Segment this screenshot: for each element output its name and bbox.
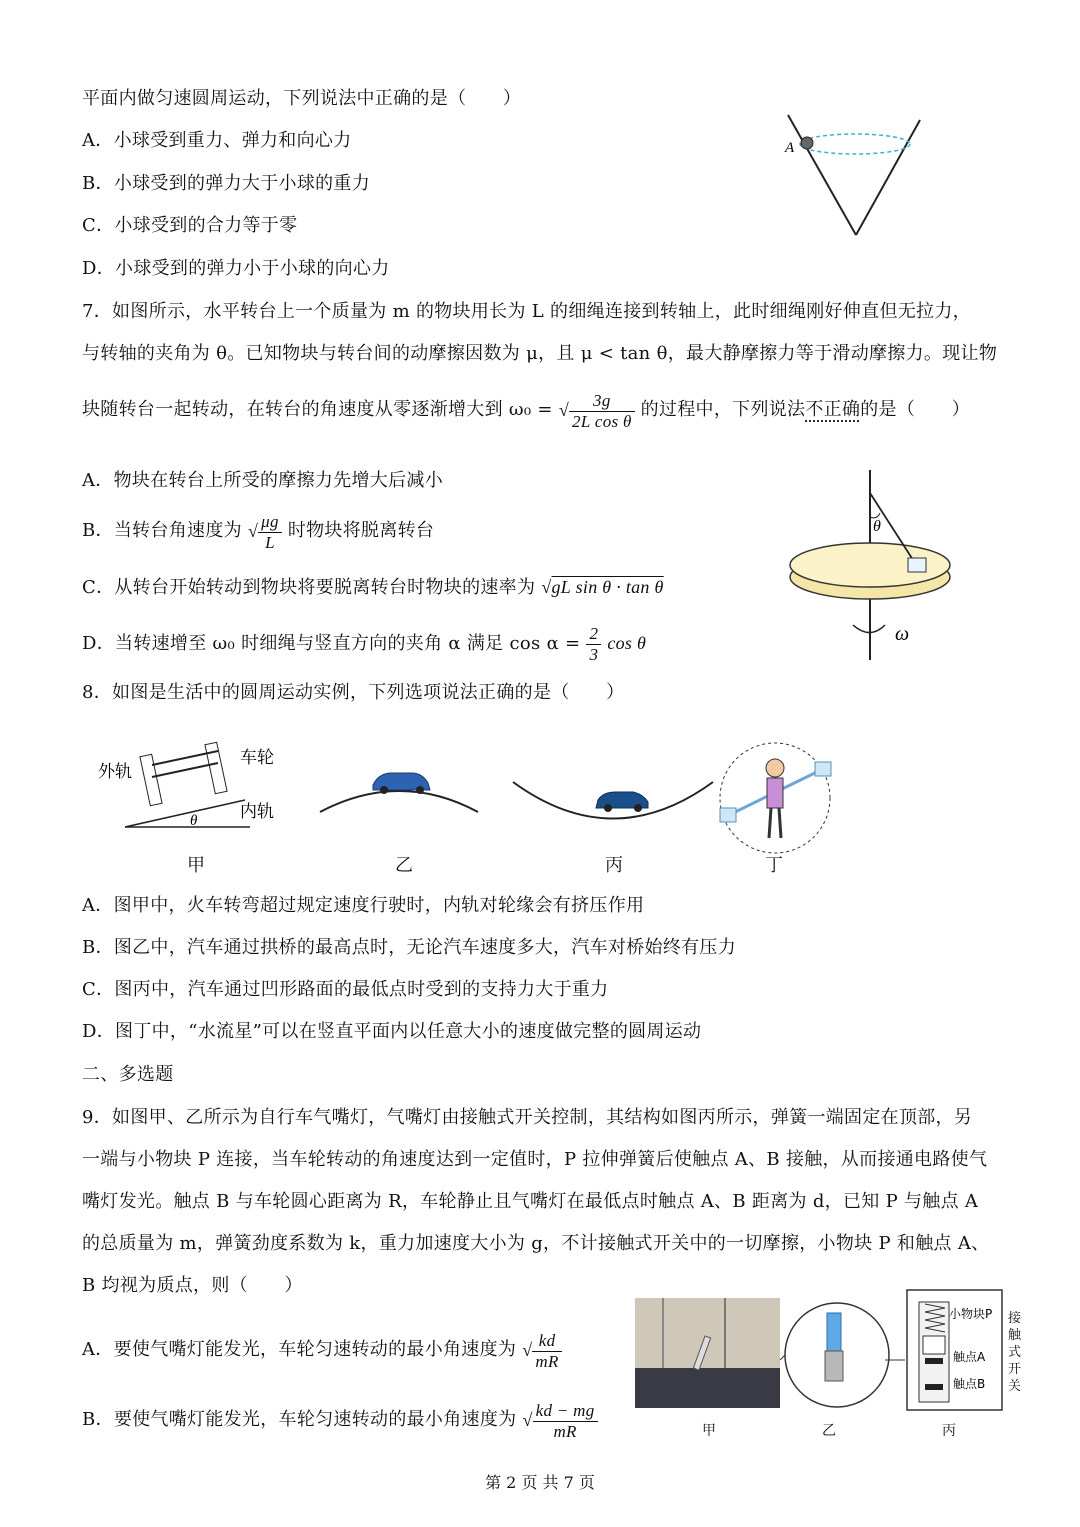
axle-lower [152, 763, 218, 777]
q8-caption-jia: 甲 [187, 855, 206, 876]
inner-wheel [205, 742, 227, 793]
q9-b-num: kd − mg [533, 1401, 598, 1422]
q9-option-b [82, 1395, 598, 1445]
q7-line2: 与转轴的夹角为 θ。已知物块与转台间的动摩擦因数为 μ，且 μ < tan θ，最大静摩擦力等于滑动摩擦力。现让物 [82, 343, 998, 364]
label-outer-rail: 外轨 [98, 762, 132, 782]
q7-option-d [82, 620, 646, 667]
q8-option-b: B．图乙中，汽车通过拱桥的最高点时，无论汽车速度多大，汽车对桥始终有压力 [82, 937, 737, 958]
q7-b-den: L [265, 533, 275, 553]
outer-wheel [140, 754, 162, 805]
label-contact-a: 触点A [953, 1350, 986, 1364]
q8-option-d: D．图丁中，“水流星”可以在竖直平面内以任意大小的速度做完整的圆周运动 [82, 1021, 702, 1042]
q7-frac-num: 3g [569, 391, 635, 412]
label-inner-rail: 内轨 [240, 802, 274, 822]
incline-line [125, 800, 245, 827]
q9-option-a-formula: √ $\frac{kd}{mR}$ [522, 1325, 561, 1375]
q7-option-b [82, 508, 434, 554]
ball [801, 137, 813, 149]
block [908, 558, 926, 572]
q9-line5: B 均视为质点，则（ ） [82, 1275, 303, 1296]
contact-b [925, 1384, 943, 1390]
valve-body [825, 1351, 843, 1381]
q9-a-num: kd [532, 1331, 561, 1352]
q7-option-d-frac [586, 624, 601, 665]
q7-line3 [82, 385, 970, 435]
q7-b-num: μg [258, 512, 282, 533]
q7-line3-post: 的过程中，下列说法 [640, 399, 806, 420]
water-cup-right [815, 762, 831, 776]
q7-option-b-formula: √ $\frac{\mu g}{L}$ [248, 508, 282, 554]
q7-option-b-pre: B．当转台角速度为 [82, 520, 242, 541]
q9-line4: 的总质量为 m，弹簧劲度系数为 k，重力加速度大小为 g，不计接触式开关中的一切摩擦，小物块 P 和触点 A、 [82, 1233, 990, 1254]
label-contact-switch: 接触式开关 [1008, 1311, 1022, 1394]
q7-line1: 7．如图所示，水平转台上一个质量为 m 的物块用长为 L 的细绳连接到转轴上，此时细绳刚好伸直但无拉力， [82, 301, 971, 322]
q7-d-den: 3 [589, 644, 599, 664]
q9-option-a [82, 1325, 562, 1375]
q9-caption-jia: 甲 [702, 1423, 717, 1439]
q8-fig-ding [715, 738, 835, 858]
q9-caption-bing: 丙 [942, 1423, 957, 1439]
q6-option-b: B．小球受到的弹力大于小球的重力 [82, 173, 371, 194]
label-block-p: 小物块P [949, 1307, 993, 1321]
car-wheel-front [380, 786, 388, 794]
arch-bridge [320, 791, 478, 812]
q8-stem: 8．如图是生活中的圆周运动实例，下列选项说法正确的是（ ） [82, 682, 625, 703]
q8-caption-bing: 丙 [605, 855, 624, 876]
girl-body [767, 778, 783, 808]
label-wheel: 车轮 [240, 748, 274, 768]
q8-fig-bing [508, 760, 718, 830]
q8-caption-yi: 乙 [395, 855, 414, 876]
q9-line2: 一端与小物块 P 连接，当车轮转动的角速度达到一定值时，P 拉伸弹簧后使触点 A、B 接触，从而接通电路使气 [82, 1149, 988, 1170]
wheel-rim [635, 1368, 780, 1408]
section-heading: 二、多选题 [82, 1064, 174, 1085]
q7-option-d-pre: D．当转速增至 ω₀ 时细绳与竖直方向的夹角 α 满足 cos α = [82, 633, 581, 654]
q9-option-a-pre: A．要使气嘴灯能发光，车轮匀速转动的最小角速度为 [82, 1339, 517, 1360]
q9-caption-yi: 乙 [822, 1423, 837, 1439]
q7-option-b-post: 时物块将脱离转台 [287, 520, 435, 541]
q8-caption-ding: 丁 [765, 855, 784, 876]
water-cup-left [720, 808, 736, 822]
q8-option-a: A．图甲中，火车转弯超过规定速度行驶时，内轨对轮缘会有挤压作用 [82, 895, 645, 916]
q6-cone-figure [780, 110, 930, 245]
q9-option-b-formula: √ $\frac{kd - mg}{mR}$ [522, 1395, 597, 1445]
q9-b-den: mR [553, 1422, 577, 1442]
q7-omega0-formula: √ $\frac{3g}{\text{2L cos θ}}$ [559, 385, 635, 435]
q6-stem-tail: 平面内做匀速圆周运动，下列说法中正确的是（ ） [82, 88, 522, 109]
car-wheel-front [604, 804, 612, 812]
q7-d-num: 2 [586, 624, 601, 645]
q9-fig-yi-zoom [780, 1298, 905, 1413]
theta-label: θ [873, 518, 881, 535]
cone-left-wall [788, 115, 856, 235]
ball-label: A [785, 140, 795, 156]
orbit-path [800, 134, 910, 154]
q7-option-c [82, 576, 664, 599]
q8-fig-jia [90, 725, 290, 835]
q8-fig-yi [318, 760, 483, 820]
q9-a-den: mR [535, 1352, 559, 1372]
cone-right-wall [856, 120, 920, 235]
girl-head [766, 759, 784, 777]
girl-leg-right [779, 808, 781, 838]
girl-leg-left [769, 808, 771, 838]
q9-fig-jia-photo [635, 1298, 780, 1408]
q7-c-radicand: gL sin θ · tan θ [551, 577, 664, 597]
block-p [923, 1336, 945, 1354]
q7-option-a: A．物块在转台上所受的摩擦力先增大后减小 [82, 470, 443, 491]
q7-turntable-figure [785, 465, 965, 665]
q7-option-c-pre: C．从转台开始转动到物块将要脱离转台时物块的速率为 [82, 577, 536, 598]
label-contact-b: 触点B [953, 1377, 986, 1391]
q7-emphasis: 不正确 [805, 399, 861, 420]
q9-line1: 9．如图甲、乙所示为自行车气嘴灯，气嘴灯由接触式开关控制，其结构如图丙所示，弹簧一端固定在顶部，另 [82, 1107, 973, 1128]
q7-frac-den: 2L cos θ [572, 412, 632, 432]
q7-option-c-formula: √gL sin θ · tan θ [541, 577, 664, 597]
page-footer: 第 2 页 共 7 页 [485, 1473, 595, 1492]
q9-line3: 嘴灯发光。触点 B 与车轮圆心距离为 R，车轮静止且气嘴灯在最低点时触点 A、B 距离为 d，已知 P 与触点 A [82, 1191, 979, 1212]
omega-label: ω [895, 623, 910, 645]
q9-option-b-pre: B．要使气嘴灯能发光，车轮匀速转动的最小角速度为 [82, 1409, 517, 1430]
q7-line3-pre: 块随转台一起转动，在转台的角速度从零逐渐增大到 ω₀ = [82, 399, 553, 420]
label-theta: θ [190, 813, 198, 829]
q6-option-c: C．小球受到的合力等于零 [82, 215, 298, 236]
q7-option-d-post: cos θ [607, 633, 647, 653]
q8-option-c: C．图丙中，汽车通过凹形路面的最低点时受到的支持力大于重力 [82, 979, 609, 1000]
contact-a [925, 1358, 943, 1364]
q7-line3-end: 的是（ ） [860, 399, 971, 420]
lamp-cap [827, 1313, 841, 1351]
car-wheel-rear [416, 786, 424, 794]
car-wheel-rear [634, 804, 642, 812]
q6-option-a: A．小球受到重力、弹力和向心力 [82, 130, 352, 151]
q6-option-d: D．小球受到的弹力小于小球的向心力 [82, 258, 390, 279]
